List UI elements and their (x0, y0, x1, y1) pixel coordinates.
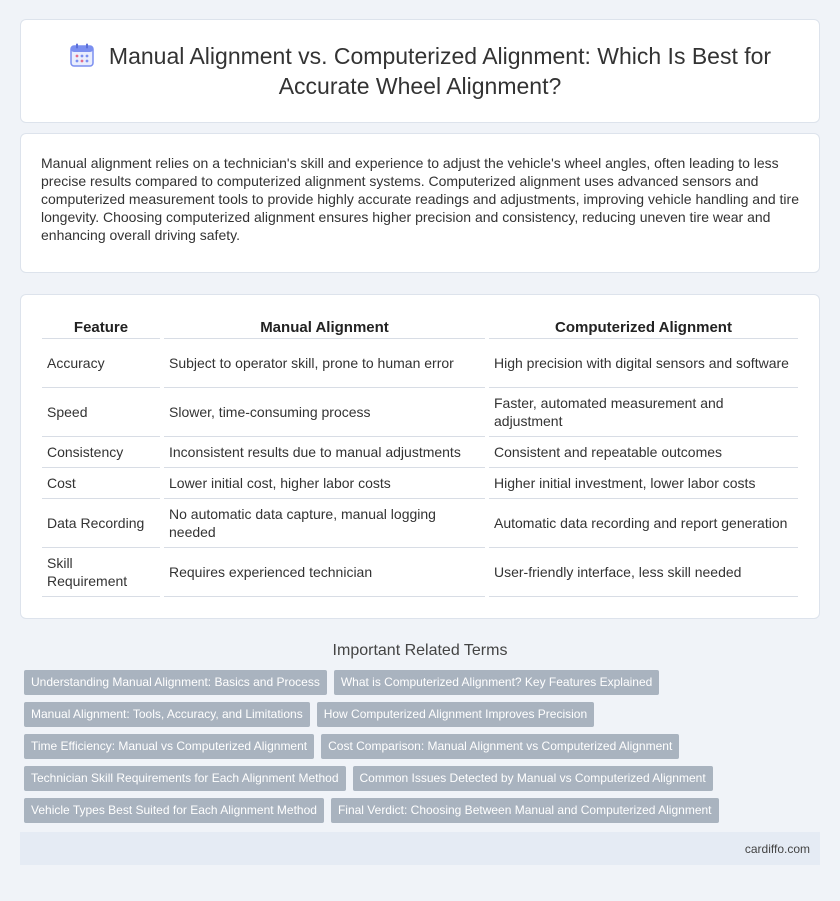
manual-cell: Lower initial cost, higher labor costs (164, 468, 485, 499)
table-row (42, 437, 798, 468)
related-term-tag[interactable]: Common Issues Detected by Manual vs Computerized Alignment (353, 766, 713, 791)
header-manual: Manual Alignment (164, 311, 485, 339)
footer (20, 832, 820, 865)
related-term-tag[interactable]: Time Efficiency: Manual vs Computerized Alignment (24, 734, 314, 759)
computerized-cell: Automatic data recording and report generation (489, 499, 798, 548)
feature-cell: Data Recording (42, 499, 160, 548)
computerized-cell: Consistent and repeatable outcomes (489, 437, 798, 468)
feature-cell: Speed (42, 388, 160, 437)
related-term-tag[interactable]: Final Verdict: Choosing Between Manual and Computerized Alignment (331, 798, 719, 823)
table-row (42, 499, 798, 548)
related-term-tag[interactable]: Understanding Manual Alignment: Basics and Process (24, 670, 327, 695)
related-term-tag[interactable]: Vehicle Types Best Suited for Each Alignment Method (24, 798, 324, 823)
comparison-card (20, 294, 820, 619)
intro-text: Manual alignment relies on a technician's skill and experience to adjust the vehicle's wheel angles, often leading to less precise results compared to computerized alignment systems. Computerized alignment uses advanced sensors and computerized measurement tools to provide highly accurate readings and adjustments, improving vehicle handling and tire longevity. Choosing computerized alignment ensures higher precision and consistency, reducing uneven tire wear and enhancing overall driving safety. (41, 155, 799, 243)
header-feature: Feature (42, 311, 160, 339)
related-term-tag[interactable]: Cost Comparison: Manual Alignment vs Computerized Alignment (321, 734, 679, 759)
page-title: Manual Alignment vs. Computerized Alignment: Which Is Best for Accurate Wheel Alignment? (108, 43, 772, 99)
related-term-tag[interactable]: Manual Alignment: Tools, Accuracy, and Limitations (24, 702, 310, 727)
calendar-icon (69, 42, 95, 68)
table-row (42, 548, 798, 597)
computerized-cell: Higher initial investment, lower labor costs (489, 468, 798, 499)
footer-site-link[interactable]: cardiffo.com (744, 841, 810, 856)
feature-cell: Accuracy (42, 339, 160, 388)
feature-cell: Consistency (42, 437, 160, 468)
comparison-table (38, 311, 802, 597)
manual-cell: Subject to operator skill, prone to human error (164, 339, 485, 388)
related-term-tag[interactable]: Technician Skill Requirements for Each Alignment Method (24, 766, 346, 791)
related-terms-list (24, 670, 820, 823)
computerized-cell: High precision with digital sensors and software (489, 339, 798, 388)
table-header-row (42, 311, 798, 339)
feature-cell: Cost (42, 468, 160, 499)
manual-cell: Requires experienced technician (164, 548, 485, 597)
manual-cell: Inconsistent results due to manual adjustments (164, 437, 485, 468)
computerized-cell: User-friendly interface, less skill needed (489, 548, 798, 597)
related-term-tag[interactable]: What is Computerized Alignment? Key Features Explained (334, 670, 660, 695)
title-card (20, 19, 820, 123)
manual-cell: Slower, time-consuming process (164, 388, 485, 437)
header-computerized: Computerized Alignment (489, 311, 798, 339)
manual-cell: No automatic data capture, manual logging needed (164, 499, 485, 548)
page-title-wrap (51, 41, 789, 101)
table-row (42, 388, 798, 437)
related-term-tag[interactable]: How Computerized Alignment Improves Precision (317, 702, 594, 727)
table-row (42, 468, 798, 499)
related-terms-title: Important Related Terms (332, 642, 508, 659)
computerized-cell: Faster, automated measurement and adjustment (489, 388, 798, 437)
intro-card (20, 133, 820, 273)
table-row (42, 339, 798, 388)
feature-cell: Skill Requirement (42, 548, 160, 597)
